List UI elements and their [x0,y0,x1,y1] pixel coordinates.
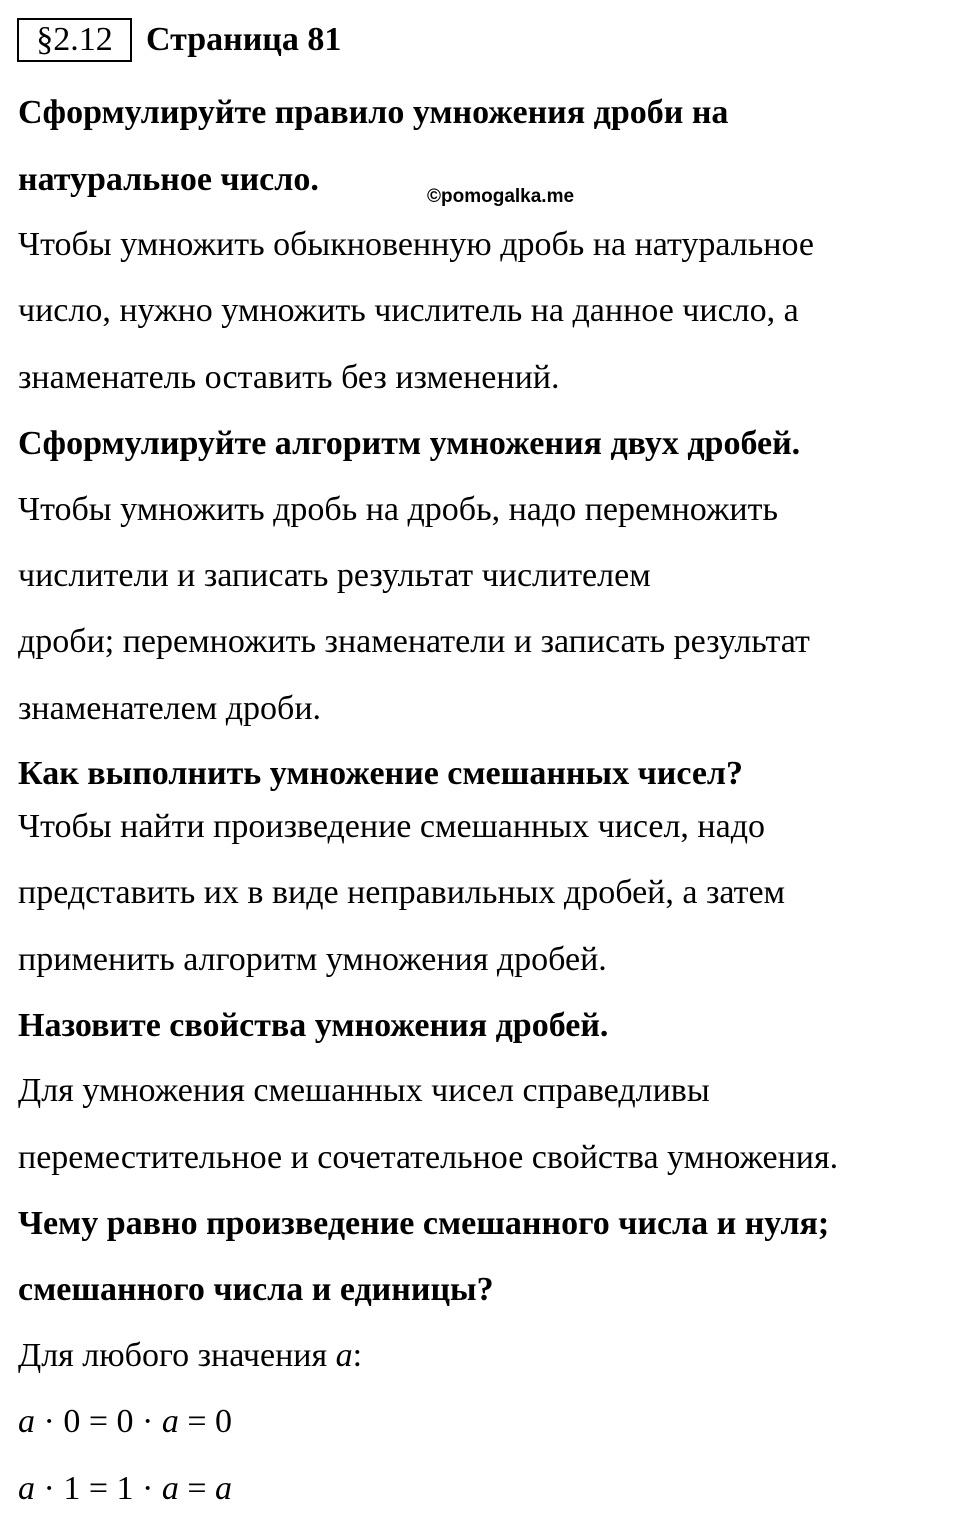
question-5-line-1: Чему равно произведение смешанного числа и нуля; [18,1205,830,1242]
question-4-line-1: Назовите свойства умножения дробей. [18,1007,609,1044]
answer-3-line-3: применить алгоритм умножения дробей. [18,941,607,978]
formula-multiply-by-one [18,1469,232,1509]
final-intro [18,1336,362,1376]
formula-multiply-by-zero [18,1402,232,1442]
answer-1-line-2: число, нужно умножить числитель на данное число, а [18,292,799,329]
answer-1-line-3: знаменатель оставить без изменений. [18,359,560,396]
watermark: ©pomogalka.me [427,186,575,207]
formula-2-var-a-2: a [161,1470,179,1507]
formula-1-var-a-1: a [18,1403,35,1440]
answer-2-line-4: знаменателем дроби. [18,690,322,727]
answer-3-line-1: Чтобы найти произведение смешанных чисел, надо [18,808,766,845]
answer-2-line-1: Чтобы умножить дробь на дробь, надо перемножить [18,491,778,528]
formula-1-part-2: · 0 = 0 · [35,1403,162,1440]
formula-1-part-4: = 0 [178,1403,233,1440]
formula-2-part-4: = [178,1470,216,1507]
answer-4-line-2: переместительное и сочетательное свойства умножения. [18,1139,839,1176]
page-title: Страница 81 [146,21,342,58]
question-3-line-1: Как выполнить умножение смешанных чисел? [18,755,744,792]
answer-4-line-1: Для умножения смешанных чисел справедливы [18,1072,710,1109]
formula-1-var-a-2: a [161,1403,179,1440]
section-number: §2.12 [36,21,113,58]
answer-1-line-1: Чтобы умножить обыкновенную дробь на натуральное [18,226,814,263]
question-1-line-2: натуральное число. [18,161,319,198]
formula-2-var-a-3: a [215,1470,233,1507]
section-number-box [17,18,132,62]
question-2-line-1: Сформулируйте алгоритм умножения двух дробей. [18,425,801,462]
answer-2-line-2: числители и записать результат числителем [18,557,651,594]
variable-a: a [335,1337,353,1374]
question-1-line-1: Сформулируйте правило умножения дроби на [18,94,729,131]
final-intro-text: Для любого значения [18,1337,336,1374]
answer-2-line-3: дроби; перемножить знаменатели и записать результат [18,623,810,660]
question-5-line-2: смешанного числа и единицы? [18,1271,494,1308]
formula-2-part-2: · 1 = 1 · [35,1470,162,1507]
answer-3-line-2: представить их в виде неправильных дробей, а затем [18,874,786,911]
final-intro-colon: : [352,1337,363,1374]
formula-2-var-a-1: a [18,1470,35,1507]
